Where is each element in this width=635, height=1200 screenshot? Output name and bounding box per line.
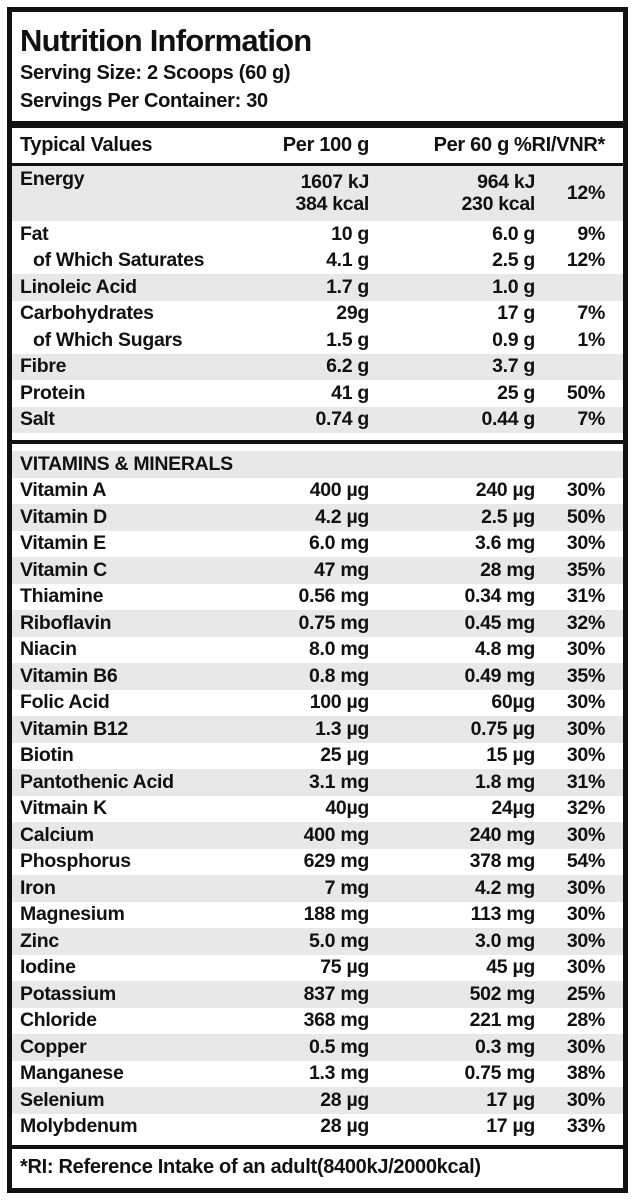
- per-100g-value: 6.0 mg: [309, 532, 369, 555]
- ri-percent: 35%: [566, 664, 605, 687]
- reference-intake-footnote: *RI: Reference Intake of an adult(8400kJ/2000kcal): [12, 1145, 623, 1188]
- nutrient-row: [12, 690, 623, 717]
- main-nutrients-table: [12, 166, 623, 433]
- ri-percent: 30%: [566, 744, 605, 767]
- per-60g-value: 240 mg: [469, 823, 535, 846]
- nutrient-row: [12, 902, 623, 929]
- nutrient-name: Protein: [20, 381, 86, 404]
- per-60g-value: 378 mg: [469, 850, 535, 873]
- nutrient-name: Vitmain K: [20, 797, 107, 820]
- nutrient-row: [12, 1061, 623, 1088]
- nutrient-row: [12, 557, 623, 584]
- nutrient-row: [12, 822, 623, 849]
- per-60g-value: 0.9 g: [492, 328, 535, 351]
- nutrient-row: [12, 769, 623, 796]
- per-100g-value: 400 µg: [309, 479, 369, 502]
- per-100g-value: 28 µg: [320, 1088, 369, 1111]
- ri-percent: 30%: [566, 691, 605, 714]
- per-60g-value: 45 µg: [486, 956, 535, 979]
- per-100g-value: 1.3 mg: [309, 1062, 369, 1085]
- ri-percent: 31%: [566, 770, 605, 793]
- per-60g-value: 0.44 g: [481, 408, 535, 431]
- nutrient-name: Energy: [20, 168, 85, 191]
- per-100g-value: 368 mg: [303, 1009, 369, 1032]
- per-60g-value: 502 mg: [469, 982, 535, 1005]
- ri-percent: 30%: [566, 929, 605, 952]
- ri-percent: 7%: [577, 408, 605, 431]
- per-60g-value: 17 µg: [486, 1115, 535, 1138]
- per-60g-value: 0.34 mg: [464, 585, 535, 608]
- ri-percent: 30%: [566, 956, 605, 979]
- ri-percent: 30%: [566, 823, 605, 846]
- per-60g-value: 25 g: [497, 381, 535, 404]
- nutrient-name: Fibre: [20, 355, 67, 378]
- nutrient-row: [12, 407, 623, 434]
- nutrient-name: Calcium: [20, 823, 94, 846]
- nutrient-row: [12, 301, 623, 328]
- per-60g-value: 221 mg: [469, 1009, 535, 1032]
- nutrient-name: Vitamin E: [20, 532, 106, 555]
- nutrient-row: [12, 796, 623, 823]
- per-100g-value: 629 mg: [303, 850, 369, 873]
- page-title: Nutrition Information: [20, 23, 312, 58]
- nutrient-name: of Which Sugars: [33, 328, 183, 351]
- per-100g-value: 28 µg: [320, 1115, 369, 1138]
- nutrient-name: Manganese: [20, 1062, 124, 1085]
- ri-percent: 12%: [566, 181, 605, 204]
- nutrient-row: [12, 981, 623, 1008]
- per-60g-value: 28 mg: [480, 558, 535, 581]
- nutrient-name: Riboflavin: [20, 611, 112, 634]
- header-separator-bar: [12, 121, 623, 128]
- label-border-box: [7, 7, 628, 1193]
- nutrient-name: Niacin: [20, 638, 77, 661]
- per-100g-value: 6.2 g: [326, 355, 369, 378]
- per-60g-value: 17 µg: [486, 1088, 535, 1111]
- nutrient-row: [12, 955, 623, 982]
- per-100g-value: 100 µg: [309, 691, 369, 714]
- nutrient-name: Thiamine: [20, 585, 104, 608]
- nutrient-name: Vitamin B6: [20, 664, 118, 687]
- per-60g-value: 964 kJ 230 kcal: [461, 171, 535, 215]
- per-100g-value: 4.2 µg: [315, 505, 369, 528]
- ri-percent: 9%: [577, 222, 605, 245]
- ri-percent: 30%: [566, 717, 605, 740]
- per-100g-value: 400 mg: [303, 823, 369, 846]
- per-60g-value: 15 µg: [486, 744, 535, 767]
- section-divider-bar: [12, 440, 623, 444]
- per-100g-value: 29g: [336, 302, 369, 325]
- ri-percent: 25%: [566, 982, 605, 1005]
- nutrient-row: [12, 610, 623, 637]
- nutrient-row: [12, 166, 623, 221]
- ri-percent: 33%: [566, 1115, 605, 1138]
- ri-percent: 30%: [566, 638, 605, 661]
- per-100g-value: 8.0 mg: [309, 638, 369, 661]
- serving-size-text: Serving Size: 2 Scoops (60 g): [20, 62, 291, 85]
- column-typical-values: Typical Values: [20, 134, 153, 157]
- servings-per-container-text: Servings Per Container: 30: [20, 90, 268, 113]
- per-100g-value: 0.56 mg: [298, 585, 369, 608]
- per-100g-value: 0.5 mg: [309, 1035, 369, 1058]
- vitamins-minerals-heading: VITAMINS & MINERALS: [12, 451, 623, 478]
- per-60g-value: 0.45 mg: [464, 611, 535, 634]
- per-60g-value: 4.2 mg: [475, 876, 535, 899]
- per-100g-value: 75 µg: [320, 956, 369, 979]
- per-60g-value: 240 µg: [475, 479, 535, 502]
- nutrient-name: Potassium: [20, 982, 116, 1005]
- per-100g-value: 47 mg: [314, 558, 369, 581]
- ri-percent: 54%: [566, 850, 605, 873]
- per-100g-value: 0.8 mg: [309, 664, 369, 687]
- nutrient-name: Carbohydrates: [20, 302, 154, 325]
- table-column-header: [12, 128, 623, 166]
- per-60g-value: 0.75 µg: [470, 717, 535, 740]
- ri-percent: 31%: [566, 585, 605, 608]
- per-100g-value: 1.5 g: [326, 328, 369, 351]
- ri-percent: 30%: [566, 1035, 605, 1058]
- nutrient-name: Salt: [20, 408, 55, 431]
- ri-percent: 30%: [566, 479, 605, 502]
- nutrient-row: [12, 354, 623, 381]
- per-60g-value: 0.3 mg: [475, 1035, 535, 1058]
- per-60g-value: 60µg: [491, 691, 535, 714]
- per-100g-value: 40µg: [325, 797, 369, 820]
- per-60g-value: 1.0 g: [492, 275, 535, 298]
- per-100g-value: 837 mg: [303, 982, 369, 1005]
- per-100g-value: 4.1 g: [326, 249, 369, 272]
- nutrient-name: Phosphorus: [20, 850, 131, 873]
- nutrient-row: [12, 531, 623, 558]
- ri-percent: 38%: [566, 1062, 605, 1085]
- nutrient-row: [12, 327, 623, 354]
- per-60g-value: 3.0 mg: [475, 929, 535, 952]
- per-100g-value: 5.0 mg: [309, 929, 369, 952]
- per-60g-value: 0.75 mg: [464, 1062, 535, 1085]
- per-60g-value: 3.7 g: [492, 355, 535, 378]
- nutrient-row: [12, 663, 623, 690]
- per-100g-value: 1.3 µg: [315, 717, 369, 740]
- nutrient-row: [12, 248, 623, 275]
- nutrient-row: [12, 584, 623, 611]
- nutrient-row: [12, 380, 623, 407]
- ri-percent: 30%: [566, 1088, 605, 1111]
- per-60g-value: 0.49 mg: [464, 664, 535, 687]
- per-60g-value: 2.5 g: [492, 249, 535, 272]
- nutrient-name: Zinc: [20, 929, 59, 952]
- nutrient-name: Biotin: [20, 744, 74, 767]
- nutrient-name: Magnesium: [20, 903, 125, 926]
- nutrient-name: Vitamin A: [20, 479, 107, 502]
- per-100g-value: 25 µg: [320, 744, 369, 767]
- per-60g-value: 6.0 g: [492, 222, 535, 245]
- nutrient-name: Fat: [20, 222, 49, 245]
- nutrient-name: Linoleic Acid: [20, 275, 137, 298]
- ri-percent: 30%: [566, 903, 605, 926]
- vitamins-minerals-table: [12, 478, 623, 1141]
- nutrient-row: [12, 1034, 623, 1061]
- per-100g-value: 10 g: [331, 222, 369, 245]
- nutrient-row: [12, 928, 623, 955]
- per-100g-value: 41 g: [331, 381, 369, 404]
- nutrient-row: [12, 637, 623, 664]
- nutrient-name: Iron: [20, 876, 56, 899]
- nutrient-name: Copper: [20, 1035, 87, 1058]
- nutrient-row: [12, 1008, 623, 1035]
- nutrient-name: Iodine: [20, 956, 76, 979]
- ri-percent: 30%: [566, 876, 605, 899]
- column-ri-vnr: %RI/VNR*: [514, 134, 605, 157]
- nutrient-row: [12, 1087, 623, 1114]
- column-per-100g: Per 100 g: [282, 134, 369, 157]
- per-60g-value: 24µg: [491, 797, 535, 820]
- nutrient-name: Selenium: [20, 1088, 105, 1111]
- nutrient-name: Vitamin C: [20, 558, 107, 581]
- nutrient-name: of Which Saturates: [33, 249, 205, 272]
- nutrient-row: [12, 1114, 623, 1141]
- per-60g-value: 113 mg: [470, 903, 535, 926]
- per-60g-value: 2.5 µg: [481, 505, 535, 528]
- nutrient-name: Chloride: [20, 1009, 97, 1032]
- label-header: [12, 12, 623, 115]
- per-60g-value: 17 g: [497, 302, 535, 325]
- per-100g-value: 188 mg: [303, 903, 369, 926]
- nutrient-name: Folic Acid: [20, 691, 110, 714]
- nutrient-row: [12, 274, 623, 301]
- per-100g-value: 1.7 g: [326, 275, 369, 298]
- ri-percent: 32%: [566, 797, 605, 820]
- per-100g-value: 3.1 mg: [309, 770, 369, 793]
- per-100g-value: 0.75 mg: [298, 611, 369, 634]
- ri-percent: 12%: [566, 249, 605, 272]
- nutrient-row: [12, 504, 623, 531]
- nutrient-name: Vitamin D: [20, 505, 107, 528]
- nutrient-name: Vitamin B12: [20, 717, 128, 740]
- per-60g-value: 1.8 mg: [475, 770, 535, 793]
- nutrient-row: [12, 716, 623, 743]
- per-100g-value: 0.74 g: [315, 408, 369, 431]
- ri-percent: 32%: [566, 611, 605, 634]
- nutrient-row: [12, 743, 623, 770]
- nutrient-row: [12, 478, 623, 505]
- ri-percent: 50%: [566, 505, 605, 528]
- nutrient-name: Pantothenic Acid: [20, 770, 174, 793]
- ri-percent: 50%: [566, 381, 605, 404]
- nutrient-row: [12, 875, 623, 902]
- ri-percent: 1%: [577, 328, 605, 351]
- per-60g-value: 3.6 mg: [475, 532, 535, 555]
- ri-percent: 7%: [577, 302, 605, 325]
- per-60g-value: 4.8 mg: [475, 638, 535, 661]
- per-100g-value: 7 mg: [324, 876, 369, 899]
- ri-percent: 28%: [566, 1009, 605, 1032]
- nutrient-name: Molybdenum: [20, 1115, 138, 1138]
- nutrient-row: [12, 221, 623, 248]
- ri-percent: 35%: [566, 558, 605, 581]
- column-per-60g: Per 60 g: [433, 134, 509, 157]
- per-100g-value: 1607 kJ 384 kcal: [295, 171, 369, 215]
- ri-percent: 30%: [566, 532, 605, 555]
- nutrient-row: [12, 849, 623, 876]
